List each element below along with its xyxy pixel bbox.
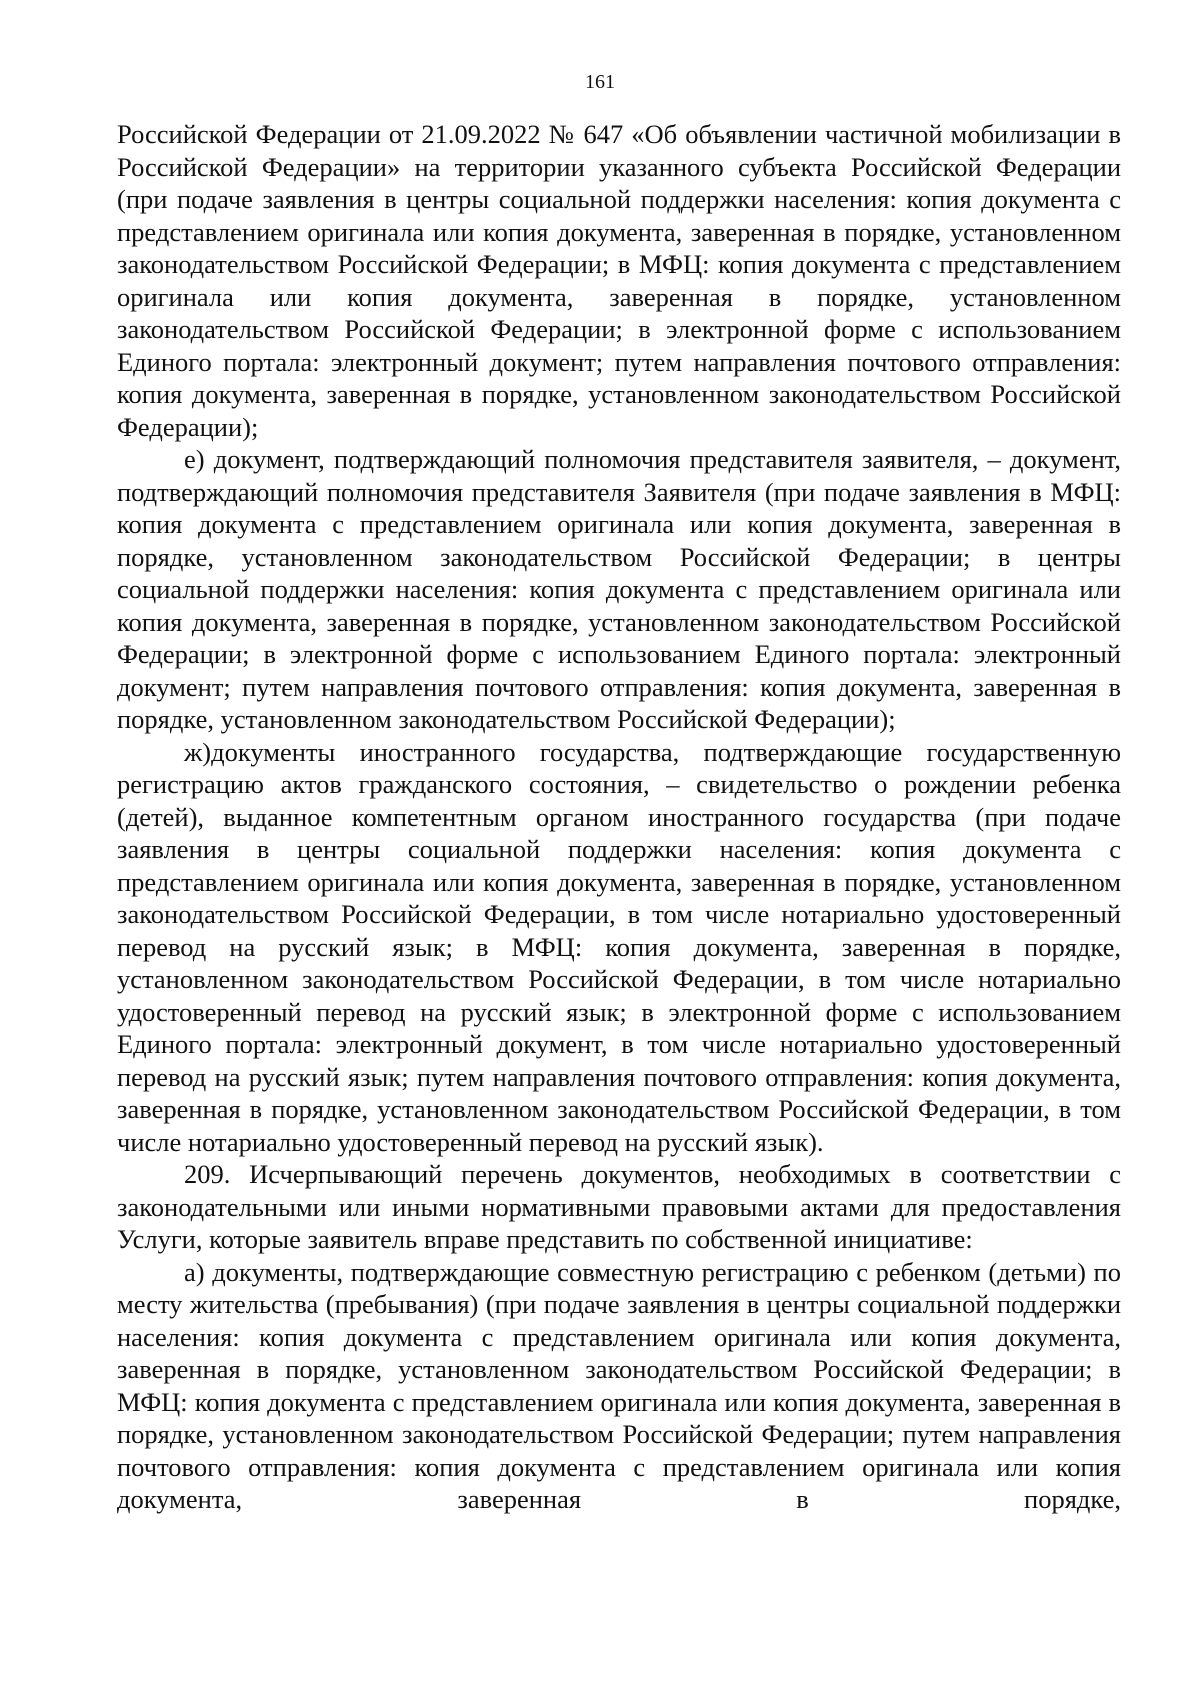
paragraph-item-e: е) документ, подтверждающий полномочия представителя заявителя, – документ, подтверждающий полномочия представителя Заявителя (при подаче заявления в МФЦ: копия документа с представлением оригинала или копия документа, заверенная в порядке, установленном законодательством Российской Федерации; в центры социальной поддержки населения: копия документа с представлением оригинала или копия документа, заверенная в порядке, установленном законодательством Российской Федерации; в электронной форме с использованием Единого портала: электронный документ; путем направления почтового отправления: копия документа, заверенная в порядке, установленном законодательством Российской Федерации); <box>117 444 1121 734</box>
paragraph-section-209: 209. Исчерпывающий перечень документов, необходимых в соответствии с законодательными или иными нормативными правовыми актами для предоставления Услуги, которые заявитель вправе представить по собственной инициативе: <box>117 1159 1121 1254</box>
document-body <box>117 118 1121 1516</box>
page-number: 161 <box>585 71 615 93</box>
paragraph-item-zh: ж)документы иностранного государства, подтверждающие государственную регистрацию актов гражданского состояния, – свидетельство о рождении ребенка (детей), выданное компетентным органом иностранного государства (при подаче заявления в центры социальной поддержки населения: копия документа с представлением оригинала или копия документа, заверенная в порядке, установленном законодательством Российской Федерации, в том числе нотариально удостоверенный перевод на русский язык; в МФЦ: копия документа, заверенная в порядке, установленном законодательством Российской Федерации, в том числе нотариально удостоверенный перевод на русский язык; в электронной форме с использованием Единого портала: электронный документ, в том числе нотариально удостоверенный перевод на русский язык; путем направления почтового отправления: копия документа, заверенная в порядке, установленном законодательством Российской Федерации, в том числе нотариально удостоверенный перевод на русский язык). <box>117 736 1121 1157</box>
paragraph-continuation: Российской Федерации от 21.09.2022 № 647 «Об объявлении частичной мобилизации в Российской Федерации» на территории указанного субъекта Российской Федерации (при подаче заявления в центры социальной поддержки населения: копия документа с представлением оригинала или копия документа, заверенная в порядке, установленном законодательством Российской Федерации; в МФЦ: копия документа с представлением оригинала или копия документа, заверенная в порядке, установленном законодательством Российской Федерации; в электронной форме с использованием Единого портала: электронный документ; путем направления почтового отправления: копия документа, заверенная в порядке, установленном законодательством Российской Федерации); <box>117 119 1121 442</box>
paragraph-item-a: а) документы, подтверждающие совместную регистрацию с ребенком (детьми) по месту жительства (пребывания) (при подаче заявления в центры социальной поддержки населения: копия документа с представлением оригинала или копия документа, заверенная в порядке, установленном законодательством Российской Федерации; в МФЦ: копия документа с представлением оригинала или копия документа, заверенная в порядке, установленном законодательством Российской Федерации; путем направления почтового отправления: копия документа с представлением оригинала или копия документа, заверенная в порядке, <box>117 1256 1121 1514</box>
